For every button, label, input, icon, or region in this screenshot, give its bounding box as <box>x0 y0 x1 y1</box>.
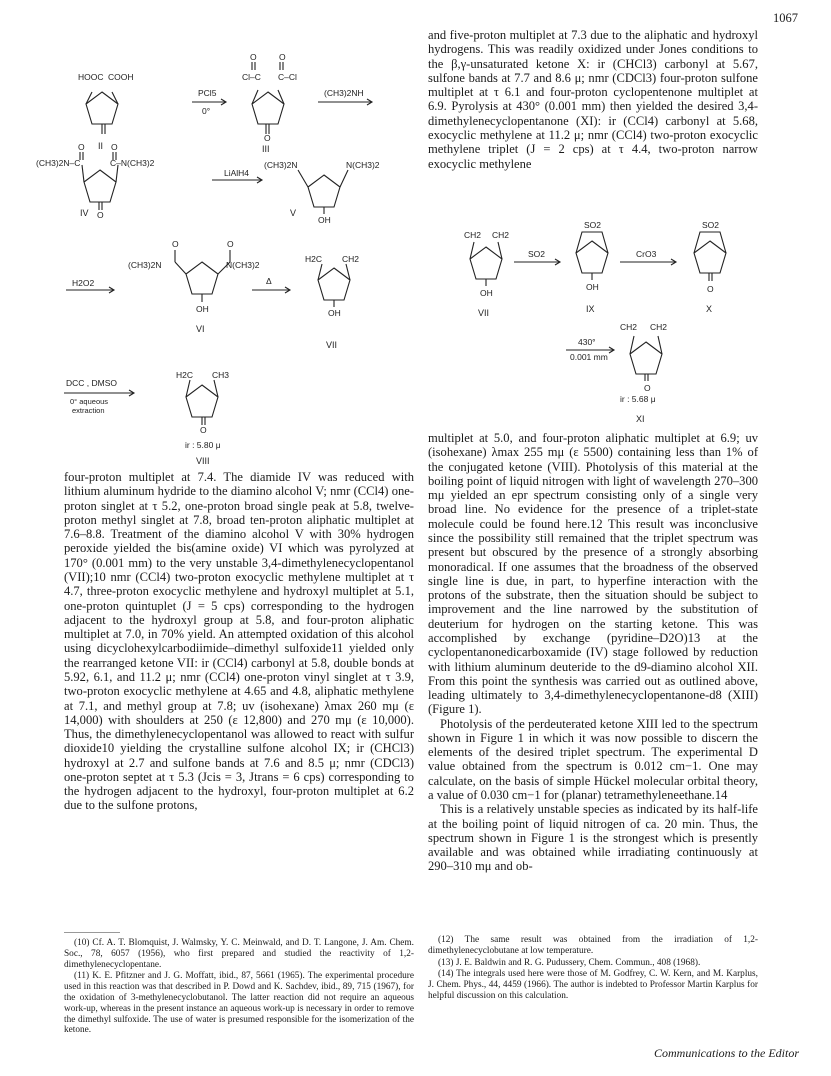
methylene-label: H2C <box>176 370 194 380</box>
paragraph: This is a relatively unstable species as indicated by its half-life at the boiling point of liquid nitrogen of ca. 20 min. Thus, the spectrum shown in Figure 1 is the strongest which is presently available and was obtained while irradiating continuously at 290–310 mμ and ob- <box>428 802 758 874</box>
oxygen-label: O <box>97 210 104 220</box>
arrow-reagent: Δ <box>266 276 272 286</box>
amide-label: (CH3)2N–C <box>36 158 81 168</box>
footnotes-right <box>428 935 758 1003</box>
hydroxyl-label: OH <box>328 308 341 318</box>
page-number: 1067 <box>773 11 798 25</box>
arrow-condition: 0.001 mm <box>570 352 608 362</box>
sulfone-label: SO2 <box>584 220 602 230</box>
footnotes-left <box>64 938 414 1037</box>
arrow-reagent: H2O2 <box>72 278 95 288</box>
compound-numeral: V <box>290 208 297 218</box>
oxygen-label: O <box>78 142 85 152</box>
sulfone-label: SO2 <box>702 220 720 230</box>
running-footer: Communications to the Editor <box>654 1046 799 1060</box>
hydroxyl-label: OH <box>318 215 331 225</box>
compound-numeral: IX <box>586 304 595 314</box>
arrow-reagent: (CH3)2NH <box>324 88 364 98</box>
methylene-label: CH2 <box>492 230 510 240</box>
footnote: (12) The same result was obtained from the irradiation of 1,2-dimethylenecyclobutane at low temperature. <box>428 935 758 956</box>
footnote: (14) The integrals used here were those of M. Godfrey, C. W. Kern, and M. Karplus, J. Chem. Phys., 44, 4459 (1966). The author is indebted to Professor Martin Karplus for helpful discussion on this calculation. <box>428 969 758 1001</box>
compound-numeral: VII <box>326 340 338 350</box>
acid-right-label: COOH <box>108 72 134 82</box>
methylene-label: CH2 <box>464 230 482 240</box>
arrow-reagent: LiAlH4 <box>224 168 250 178</box>
left-column-body <box>64 470 414 813</box>
methylene-label: CH2 <box>342 254 360 264</box>
amine-label: N(CH3)2 <box>346 160 380 170</box>
compound-numeral: III <box>262 144 270 154</box>
paragraph: Photolysis of the perdeuterated ketone XIII led to the spectrum shown in Figure 1 in which it was now possible to discern the elements of the desired triplet spectrum. The experimental D value obtained from the spectrum is 0.012 cm−1. One may calculate, on the basis of simple Hückel molecular orbital theory, a value of 0.030 cm−1 for (planar) tetramethyleneethane.14 <box>428 716 758 803</box>
footnote-rule <box>64 932 120 933</box>
oxygen-label: O <box>250 52 257 62</box>
compound-numeral: VII <box>478 308 490 318</box>
carbonyl-chloride-label: C–Cl <box>278 72 297 82</box>
footnote: (10) Cf. A. T. Blomquist, J. Walmsky, Y. C. Meinwald, and D. T. Langone, J. Am. Chem. Soc., 78, 6057 (1956), who first prepared and studied the reactivity of 1,2-dimethylenecyclopentane. <box>64 938 414 970</box>
arrow-reagent: CrO3 <box>636 249 657 259</box>
acid-left-label: HOOC <box>78 72 104 82</box>
right-column-body <box>428 431 758 874</box>
compound-numeral: IV <box>80 208 89 218</box>
hydroxyl-label: OH <box>586 282 599 292</box>
oxygen-label: O <box>279 52 286 62</box>
hydroxyl-label: OH <box>196 304 209 314</box>
arrow-reagent: 430° <box>578 337 596 347</box>
arrow-reagent: DCC , DMSO <box>66 378 117 388</box>
compound-numeral: VI <box>196 324 205 334</box>
methylene-label: CH2 <box>620 322 638 332</box>
right-column-top <box>428 28 758 171</box>
methyl-label: CH3 <box>212 370 230 380</box>
compound-numeral: XI <box>636 414 645 424</box>
arrow-condition: 0° aqueous <box>70 397 109 406</box>
oxygen-label: O <box>707 284 714 294</box>
oxygen-label: O <box>644 383 651 393</box>
ir-label: ir : 5.80 μ <box>185 440 221 450</box>
amine-label: (CH3)2N <box>264 160 298 170</box>
arrow-reagent: PCl5 <box>198 88 217 98</box>
footnote: (11) K. E. Pfitzner and J. G. Moffatt, ibid., 87, 5661 (1965). The experimental procedure used in this reaction was that described in P. Dowd and K. Sachdev, ibid., 89, 715 (1967), for the oxidation of 3-methylenecyclobutanol. The latter reaction did not require an aqueous work-up, whereas in the present instance an aqueous work-up is necessary in order to remove the dimethyl sulfoxide. The use of water is presumed responsible for the isomerization of the ketone. <box>64 971 414 1036</box>
methylene-label: H2C <box>305 254 323 264</box>
paragraph: and five-proton multiplet at 7.3 due to the aliphatic and hydroxyl hydrogens. This was readily oxidized under Jones conditions to the β,γ-unsaturated ketone X: ir (CHCl3) carbonyl at 5.67, sulfone bands at 7.7 and 8.6 μ; nmr (CDCl3) four-proton sulfone multiplet at τ 6.1 and four-proton cyclopentenone multiplet at 6.9. Pyrolysis at 430° (0.001 mm) then yielded the desired 3,4-dimethylenecyclopentanone (XI): ir (CCl4) carbonyl at 5.68, exocyclic methylene at 11.2 μ; nmr (CCl4) two-proton exocyclic methylene triplet (J = 2 cps) at τ 4.4, two-proton narrow exocyclic methylene <box>428 28 758 171</box>
compound-numeral: X <box>706 304 713 314</box>
oxygen-label: O <box>172 239 179 249</box>
oxygen-label: O <box>200 425 207 435</box>
arrow-reagent: SO2 <box>528 249 546 259</box>
amine-oxide-label: N(CH3)2 <box>226 260 260 270</box>
hydroxyl-label: OH <box>480 288 493 298</box>
carbonyl-chloride-label: Cl–C <box>242 72 261 82</box>
amine-oxide-label: (CH3)2N <box>128 260 162 270</box>
compound-numeral: II <box>98 141 104 151</box>
oxygen-label: O <box>111 142 118 152</box>
methylene-label: CH2 <box>650 322 668 332</box>
ir-label: ir : 5.68 μ <box>620 394 656 404</box>
oxygen-label: O <box>227 239 234 249</box>
paragraph: four-proton multiplet at 7.4. The diamide IV was reduced with lithium aluminum hydride to the diamino alcohol V; nmr (CCl4) one-proton singlet at τ 5.2, one-proton broad single peak at 5.8, twelve-proton methyl singlet at 7.8, broad ten-proton aliphatic multiplet at 7.6–8.8. Treatment of the diamino alcohol V with 30% hydrogen peroxide yielded the bis(amine oxide) VI which was pyrolyzed at 170° (0.001 mm) to the very unstable 3,4-dimethylenecyclopentanol (VII);10 nmr (CCl4) two-proton exocyclic methylene multiplet at τ 4.7, three-proton exocyclic methylene and hydroxyl multiplet at 5.1, one-proton quintuplet (J = 5 cps) corresponding to the hydrogen adjacent to the hydroxyl group at 5.8, and four-proton aliphatic multiplet at 7.0, in 70% yield. An attempted oxidation of this alcohol using dicyclohexylcarbodiimide–dimethyl sulfoxide11 yielded only the rearranged ketone VII: ir (CCl4) carbonyl at 5.8, double bonds at 5.92, 6.1, and 11.2 μ; nmr (CCl4) one-proton vinyl singlet at τ 3.9, two-proton exocyclic methylene at 4.65 and 4.8, aliphatic methylene at 7.1, and methyl group at 7.8; uv (isohexane) λmax 260 mμ (ε 14,000) with shoulders at 250 (ε 12,800) and 270 mμ (ε 10,000). Thus, the dimethylenecyclopentanol was allowed to react with sulfur dioxide10 yielding the crystalline sulfone alcohol IX; ir (CHCl3) hydroxyl at 2.7 and sulfone bands at 7.6 and 8.5 μ; nmr (CDCl3) one-proton septet at τ 5.3 (Jcis = 3, Jtrans = 6 cps) corresponding to the hydrogen adjacent to the hydroxyl, four-proton multiplet at 6.2 due to the sulfone protons, <box>64 470 414 813</box>
footnote: (13) J. E. Baldwin and R. G. Pudussery, Chem. Commun., 408 (1968). <box>438 957 701 968</box>
arrow-condition: 0° <box>202 106 211 116</box>
compound-numeral: VIII <box>196 456 210 466</box>
amide-label: C–N(CH3)2 <box>110 158 155 168</box>
oxygen-label: O <box>264 133 271 143</box>
paragraph: multiplet at 5.0, and four-proton aliphatic multiplet at 6.9; uv (isohexane) λmax 255 mμ (ε 5500) containing less than 1% of the conjugated ketone (VIII). Photolysis of this material at the boiling point of liquid nitrogen with light of wavelength 270–300 mμ yielded an epr spectrum consisting only of a single very broad line. No evidence for the presence of a triplet-state molecule could be found here.12 This result was inconclusive since the possibility still remained that the triplet spectrum was present but obscured by the presence of a strongly absorbing monoradical. If one assumes that the broadness of the observed single line is due, in part, to hyperfine interaction with the protons of the substrate, then the situation should be subject to improvement and the line narrowed by the substitution of deuterium for hydrogen on the starting ketone. This was accomplished by exchange (pyridine–D2O)13 at the cyclopentanonedicarboxamide (IV) stage followed by reduction with lithium aluminum deuteride to the d9-diamino alcohol XII. From this point the synthesis was carried out as outlined above, leading ultimately to 3,4-dimethylenecyclopentanone-d8 (XIII) (Figure 1). <box>428 431 758 717</box>
arrow-condition: extraction <box>72 406 105 415</box>
